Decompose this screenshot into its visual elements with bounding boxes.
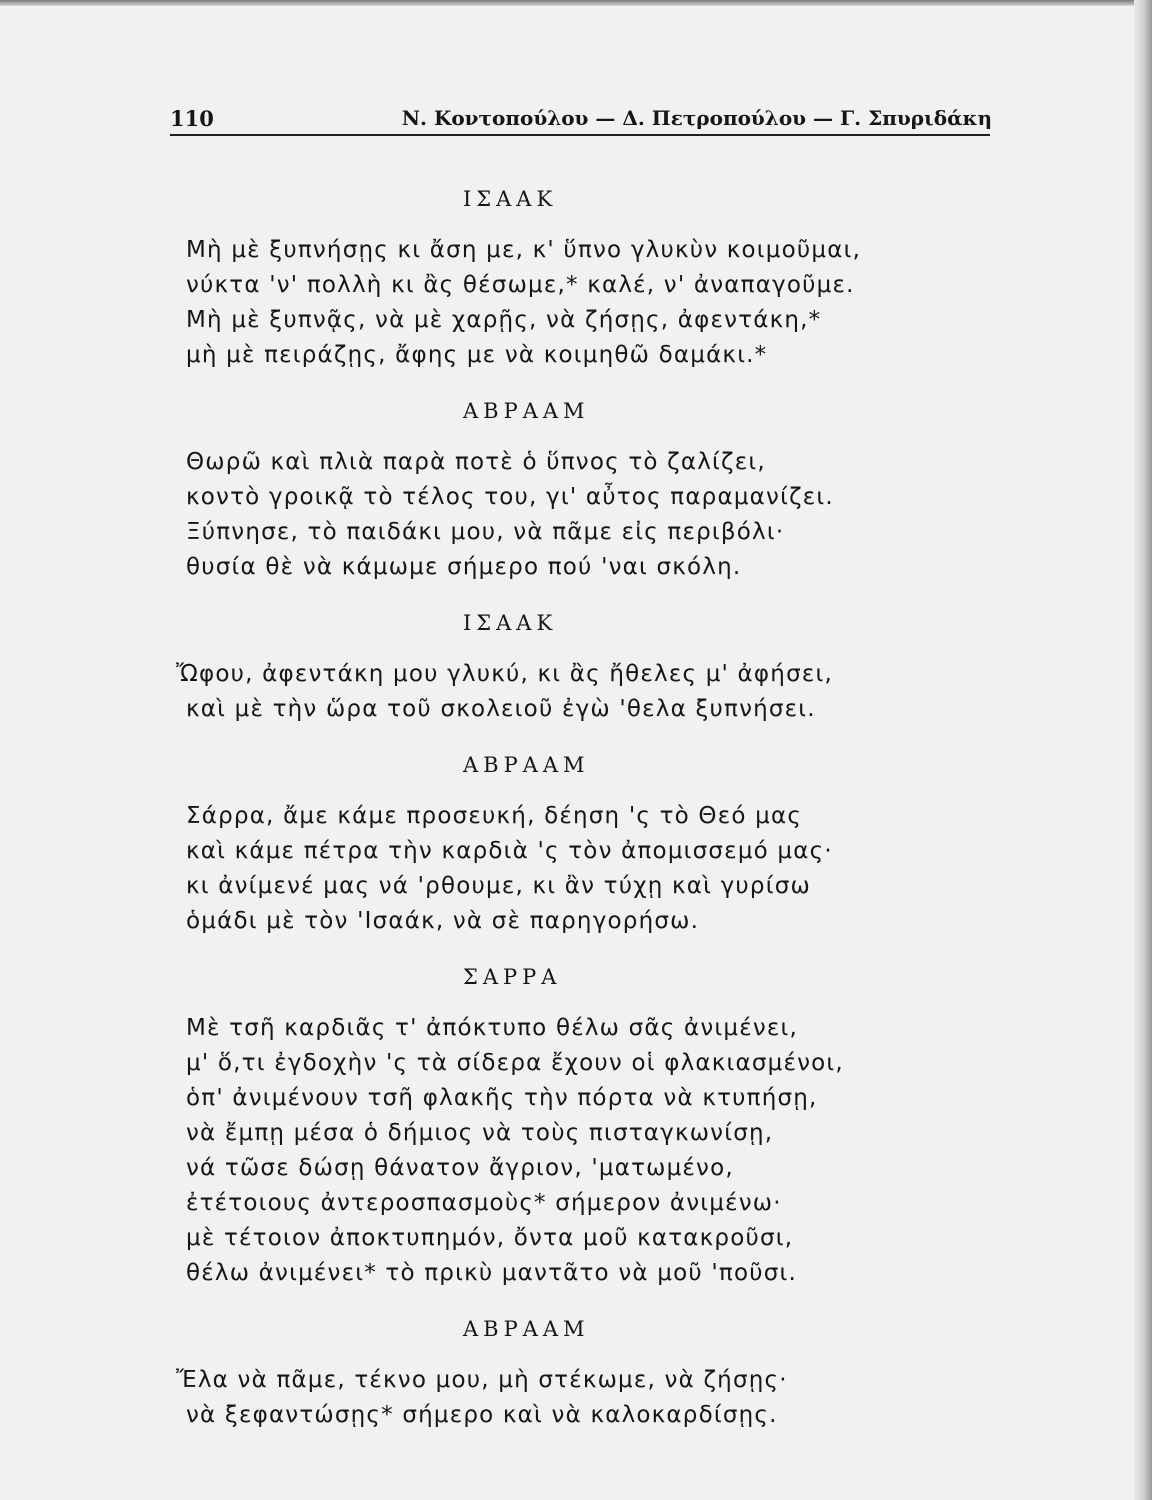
stanza: [170, 799, 990, 939]
verse-line: ὁμάδι μὲ τὸν 'Ισαάκ, νὰ σὲ παρηγορήσω.: [186, 908, 700, 934]
speaker-heading: ΙΣΑΑΚ: [463, 187, 558, 211]
verse-line: κι ἀνίμενέ μας νά 'ρθουμε, κι ἂν τύχῃ καὶ γυρίσω: [186, 873, 811, 899]
page-top-edge: [0, 0, 1152, 6]
speaker-heading: ΙΣΑΑΚ: [463, 611, 558, 635]
verse-line: καὶ κάμε πέτρα τὴν καρδιὰ 'ς τὸν ἀπομισσεμό μας·: [186, 838, 833, 864]
verse-line: Μὴ μὲ ξυπνᾷς, νὰ μὲ χαρῇς, νὰ ζήσῃς, ἀφεντάκη,*: [186, 307, 822, 333]
verse-line: ὁπ' ἀνιμένουν τσῆ φλακῆς τὴν πόρτα νὰ κτυπήσῃ,: [186, 1085, 818, 1111]
stanza: [170, 1011, 990, 1291]
page-header: [170, 104, 990, 136]
verse-line: Ὤφου, ἀφεντάκη μου γλυκύ, κι ἂς ἤθελες μ' ἀφήσει,: [176, 661, 833, 687]
verse-line: θέλω ἀνιμένει* τὸ πρικὺ μαντᾶτο νὰ μοῦ 'ποῦσι.: [186, 1260, 797, 1286]
verse-line: Σάρρα, ἄμε κάμε προσευκή, δέηση 'ς τὸ Θεό μας: [186, 803, 803, 829]
verse-line: καὶ μὲ τὴν ὥρα τοῦ σκολειοῦ ἐγὼ 'θελα ξυπνήσει.: [186, 696, 816, 722]
stanza: [170, 445, 990, 585]
verse-line: νύκτα 'ν' πολλὴ κι ἂς θέσωμε,* καλέ, ν' ἀναπαγοῦμε.: [186, 272, 855, 298]
running-head: Ν. Κοντοπούλου — Δ. Πετροπούλου — Γ. Σπυριδάκη: [401, 106, 992, 130]
stanza: [170, 1363, 990, 1433]
verse-line: Μὲ τσῆ καρδιᾶς τ' ἀπόκτυπο θέλω σᾶς ἀνιμένει,: [186, 1015, 799, 1041]
verse-line: ἐτέτοιους ἀντεροσπασμοὺς* σήμερον ἀνιμένω·: [186, 1190, 782, 1216]
play-text: [170, 182, 990, 1433]
stanza: [170, 657, 990, 727]
verse-line: νά τῶσε δώσῃ θάνατον ἄγριον, 'ματωμένο,: [186, 1155, 734, 1181]
speaker-heading: ΑΒΡΑΑΜ: [463, 753, 590, 777]
verse-line: Μὴ μὲ ξυπνήσῃς κι ἄση με, κ' ὕπνο γλυκὺν κοιμοῦμαι,: [186, 237, 862, 263]
verse-line: θυσία θὲ νὰ κάμωμε σήμερο πού 'ναι σκόλη.: [186, 554, 742, 580]
verse-line: κοντὸ γροικᾷ τὸ τέλος του, γι' αὖτος παραμανίζει.: [186, 484, 834, 510]
verse-line: μὲ τέτοιον ἀποκτυπημόν, ὄντα μοῦ κατακροῦσι,: [186, 1225, 794, 1251]
speaker-heading: ΣΑΡΡΑ: [463, 965, 562, 989]
page-binding-edge: [1134, 0, 1152, 1500]
verse-line: μὴ μὲ πειράζῃς, ἄφης με νὰ κοιμηθῶ δαμάκι.*: [186, 342, 768, 368]
verse-line: μ' ὅ,τι ἐγδοχὴν 'ς τὰ σίδερα ἔχουν οἱ φλακιασμένοι,: [186, 1050, 844, 1076]
stanza: [170, 233, 990, 373]
verse-line: Θωρῶ καὶ πλιὰ παρὰ ποτὲ ὁ ὕπνος τὸ ζαλίζει,: [186, 449, 766, 475]
verse-line: Ἔλα νὰ πᾶμε, τέκνο μου, μὴ στέκωμε, νὰ ζήσῃς·: [176, 1367, 788, 1393]
verse-line: νὰ ἔμπῃ μέσα ὁ δήμιος νὰ τοὺς πισταγκωνίσῃ,: [186, 1120, 774, 1146]
speaker-heading: ΑΒΡΑΑΜ: [463, 399, 590, 423]
verse-line: Ξύπνησε, τὸ παιδάκι μου, νὰ πᾶμε εἰς περιβόλι·: [186, 519, 785, 545]
speaker-heading: ΑΒΡΑΑΜ: [463, 1317, 590, 1341]
page-number: 110: [170, 106, 214, 131]
verse-line: νὰ ξεφαντώσῃς* σήμερο καὶ νὰ καλοκαρδίσῃς.: [186, 1402, 778, 1428]
